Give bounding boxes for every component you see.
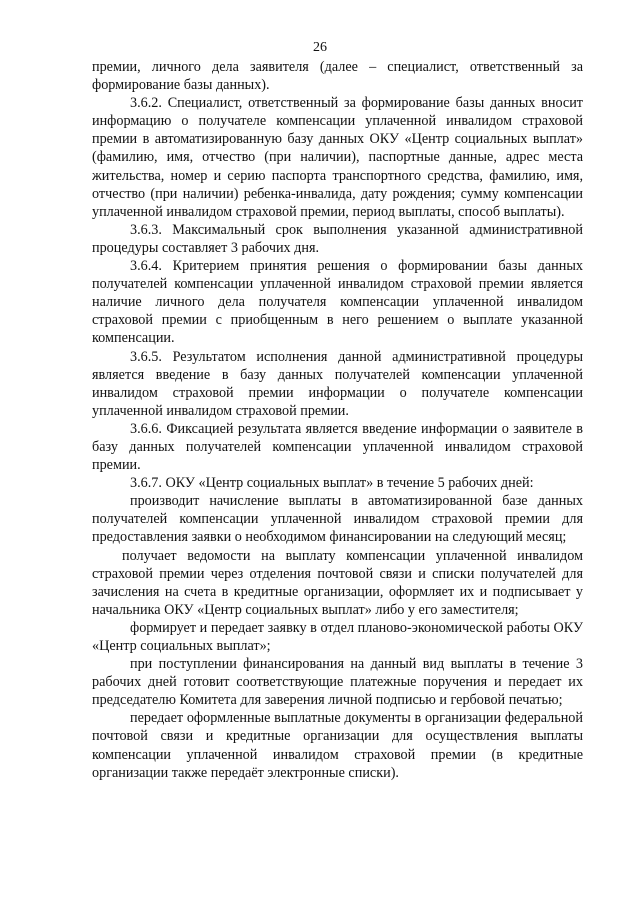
paragraph-3-6-3: 3.6.3. Максимальный срок выполнения указанной административной процедуры составляет 3 рабочих дня. — [92, 221, 583, 256]
document-body — [92, 58, 583, 782]
list-item-transfer-documents: передает оформленные выплатные документы в организации федеральной почтовой связи и кредитные организации для осуществления выплаты компенсации уплаченной инвалидом страховой премии (в кредитные организации также передаёт электронные списки). — [92, 710, 583, 781]
paragraph-continuation: премии, личного дела заявителя (далее – специалист, ответственный за формирование базы данных). — [92, 59, 583, 94]
list-item-accrual: производит начисление выплаты в автоматизированной базе данных получателей компенсации уплаченной инвалидом страховой премии для предоставления заявки о необходимом финансировании на следующий месяц; — [92, 493, 583, 546]
paragraph-3-6-2: 3.6.2. Специалист, ответственный за формирование базы данных вносит информацию о получателе компенсации уплаченной инвалидом страховой премии в автоматизированную базу данных ОКУ «Центр социальных выплат» (фамилию, имя, отчество (при наличии), паспортные данные, адрес места жительства, номер и серию паспорта транспортного средства, фамилию, имя, отчество (при наличии) ребенка-инвалида, дату рождения; сумму компенсации уплаченной инвалидом страховой премии, период выплаты, способ выплаты). — [92, 95, 583, 220]
paragraph-3-6-6: 3.6.6. Фиксацией результата является введение информации о заявителе в базу данных получателей компенсации уплаченной инвалидом страховой премии. — [92, 420, 583, 474]
list-item-payment-orders: при поступлении финансирования на данный вид выплаты в течение 3 рабочих дней готовит соответствующие платежные поручения и передает их председателю Комитета для заверения личной подписью и гербовой печатью; — [92, 656, 583, 709]
paragraph-3-6-5: 3.6.5. Результатом исполнения данной административной процедуры является введение в базу данных получателей компенсации уплаченной инвалидом страховой премии информации о получателе компенсации уплаченной инвалидом страховой премии. — [92, 348, 583, 419]
page-number: 26 — [313, 40, 327, 55]
paragraph-3-6-4: 3.6.4. Критерием принятия решения о формировании базы данных получателей компенсации уплаченной инвалидом страховой премии является наличие личного дела получателя компенсации уплаченной инвалидом страховой премии с приобщенным в него решением о выплате указанной компенсации. — [92, 258, 583, 347]
list-item-statements: получает ведомости на выплату компенсации уплаченной инвалидом страховой премии через отделения почтовой связи и списки получателей для зачисления на счета в кредитные организации, оформляет их и подписывает у начальника ОКУ «Центр социальных выплат» либо у его заместителя; — [92, 547, 583, 618]
list-item-request: формирует и передает заявку в отдел планово-экономической работы ОКУ «Центр социальных выплат»; — [92, 619, 583, 654]
paragraph-3-6-7: 3.6.7. ОКУ «Центр социальных выплат» в течение 5 рабочих дней: — [130, 475, 534, 492]
